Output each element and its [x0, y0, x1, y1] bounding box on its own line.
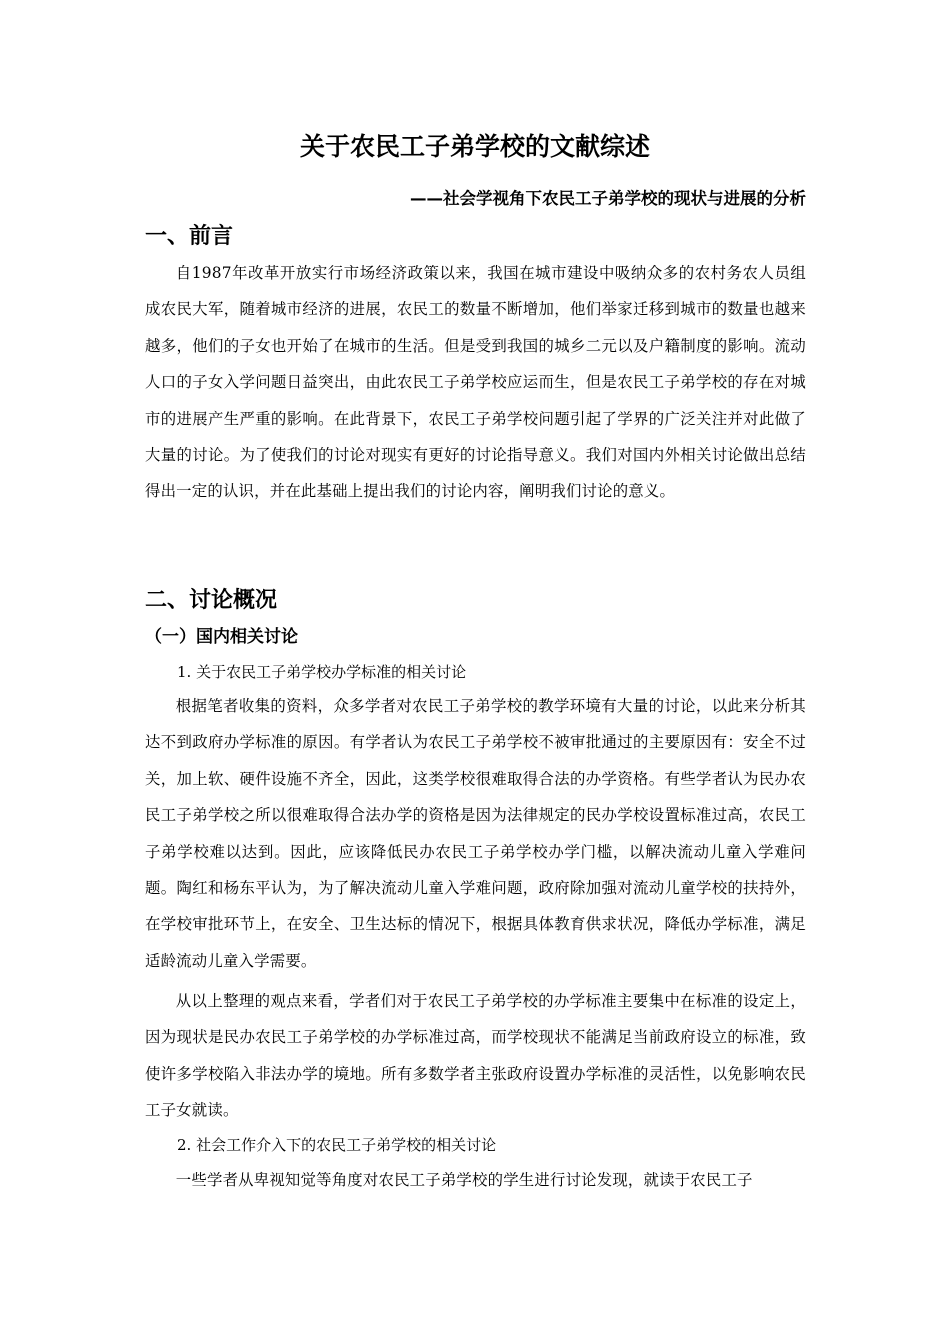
preface-paragraph: 自1987年改革开放实行市场经济政策以来，我国在城市建设中吸纳众多的农村务农人员组成农民大军，随着城市经济的进展，农民工的数量不断增加，他们举家迁移到城市的数量也越来越多，他们的子女也开始了在城市的生活。但是受到我国的城乡二元以及户籍制度的影响。流动人口的子女入学问题日益突出，由此农民工子弟学校应运而生，但是农民工子弟学校的存在对城市的进展产生严重的影响。在此背景下，农民工子弟学校问题引起了学界的广泛关注并对此做了大量的讨论。为了使我们的讨论对现实有更好的讨论指导意义。我们对国内外相关讨论做出总结得出一定的认识，并在此基础上提出我们的讨论内容，阐明我们讨论的意义。: [145, 264, 806, 501]
section-heading-overview: 二、讨论概况: [145, 588, 278, 613]
section-heading-preface: 一、前言: [145, 224, 234, 249]
standards-paragraph-2: 从以上整理的观点来看，学者们对于农民工子弟学校的办学标准主要集中在标准的设定上，因为现状是民办农民工子弟学校的办学标准过高，而学校现状不能满足当前政府设立的标准，致使许多学校陷入非法办学的境地。所有多数学者主张政府设置办学标准的灵活性，以免影响农民工子女就读。: [145, 992, 806, 1120]
social-work-paragraph-1: 一些学者从卑视知觉等角度对农民工子弟学校的学生进行讨论发现，就读于农民工子: [175, 1171, 753, 1189]
document-subtitle: ——社会学视角下农民工子弟学校的现状与进展的分析: [410, 189, 806, 208]
item-title-standards: 1. 关于农民工子弟学校办学标准的相关讨论: [177, 663, 467, 681]
standards-paragraph-1: 根据笔者收集的资料，众多学者对农民工子弟学校的教学环境有大量的讨论，以此来分析其达不到政府办学标准的原因。有学者认为农民工子弟学校不被审批通过的主要原因有：安全不过关，加上软、硬件设施不齐全，因此，这类学校很难取得合法的办学资格。有些学者认为民办农民工子弟学校之所以很难取得合法办学的资格是因为法律规定的民办学校设置标准过高，农民工子弟学校难以达到。因此，应该降低民办农民工子弟学校办学门槛，以解决流动儿童入学难问题。陶红和杨东平认为，为了解决流动儿童入学难问题，政府除加强对流动儿童学校的扶持外，在学校审批环节上，在安全、卫生达标的情况下，根据具体教育供求状况，降低办学标准，满足适龄流动儿童入学需要。: [145, 697, 806, 970]
subsection-heading-domestic: （一）国内相关讨论: [145, 627, 298, 647]
item-title-social-work: 2. 社会工作介入下的农民工子弟学校的相关讨论: [177, 1136, 497, 1154]
document-title: 关于农民工子弟学校的文献综述: [299, 132, 650, 161]
